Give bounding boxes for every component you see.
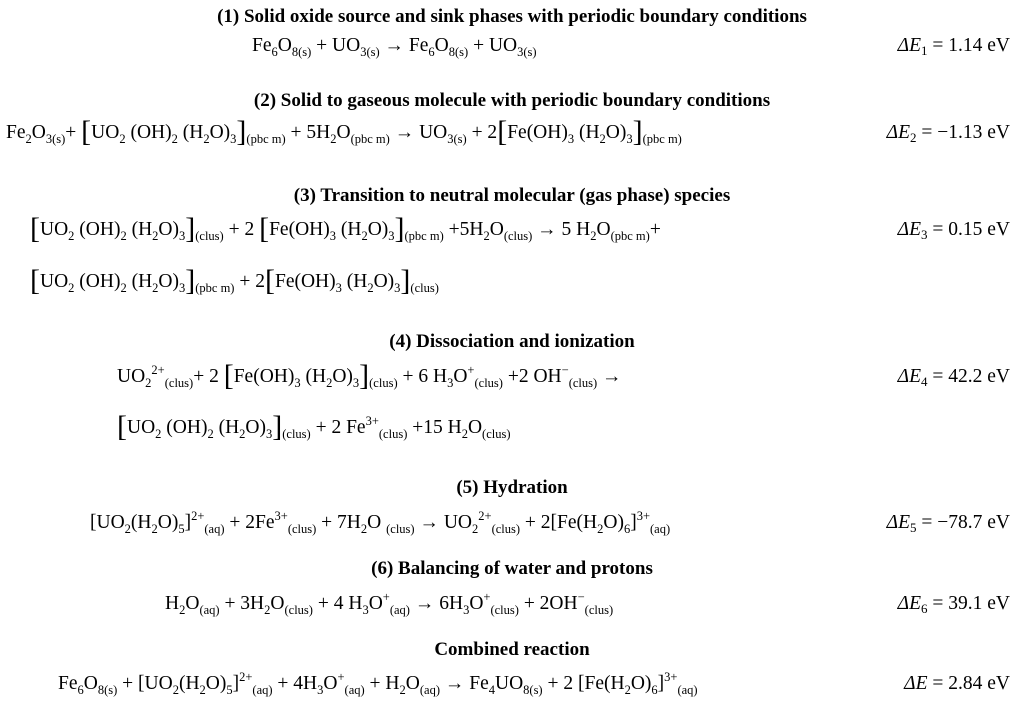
section-2-heading: (2) Solid to gaseous molecule with periodic boundary conditions: [253, 90, 771, 111]
section-1-heading: (1) Solid oxide source and sink phases with periodic boundary conditions: [217, 6, 807, 27]
equation-3-line-2: [$UO_2$ $(OH)_2$ $(H_2O)_3]_{(pbc m)} + 2[Fe(OH)_3$ $(H_2O)_3]_{(clus)}$: [30, 264, 439, 297]
section-5-heading: (5) Hydration: [456, 477, 568, 498]
energy-combined: ΔE = 2.84 eV: [904, 673, 1010, 694]
energy-5: $\Delta E_5 = -78.7$ eV: [886, 512, 1010, 535]
section-4-heading: (4) Dissociation and ionization: [389, 331, 635, 352]
equation-6: $H_2O_{(aq)} + 3H_2O_{(clus)} + 4$ $H_3O^+_{(aq)} \to 6H_3O^+_{(clus)} + 2OH^-_{(clus)}$: [165, 590, 614, 617]
section-3-heading: (3) Transition to neutral molecular (gas phase) species: [293, 185, 731, 206]
equation-2: $Fe_2O_{3(s)}+ [UO_2$ $(OH)_2$ $(H_2O)_3]_{(pbc m)} + 5H_2O_{(pbc m)} \to UO_{3(s)} + 2[Fe(OH)_3$ $(H_2O)_3]_{(pbc m)}$: [6, 115, 682, 148]
energy-4: $\Delta E_4 = 42.2$ eV: [897, 366, 1010, 389]
combined-heading: Combined reaction: [434, 639, 590, 660]
equation-combined: $Fe_6O_{8(s)} + [UO_2(H_2O)_5]^{2+}_{(aq)} + 4H_3O^+_{(aq)} + H_2O_{(aq)} \to Fe_4UO_{8(s)} + 2$ $[Fe(H_2O)_6]^{3+}_{(aq)}$: [58, 670, 698, 697]
energy-2: $\Delta E_2 = -1.13$ eV: [886, 122, 1010, 145]
equation-5: $[UO_2(H_2O)_5]^{2+}_{(aq)} + 2Fe^{3+}_{(clus)} + 7H_2O$ $_{(clus)} \to UO_2^{2+}_{(clus)} + 2[Fe(H_2O)_6]^{3+}_{(aq)}$: [90, 509, 671, 536]
equation-4-line-2: [$UO_2$ $(OH)_2$ $(H_2O)_3]_{(clus)} + 2$ $Fe^{3+}_{(clus)} +15$ $H_2O_{(clus)}$: [117, 410, 511, 443]
energy-1: $\Delta E_1 = 1.14$ eV: [897, 35, 1010, 58]
section-6-heading: (6) Balancing of water and protons: [371, 558, 653, 579]
energy-6: $\Delta E_6 = 39.1$ eV: [897, 593, 1010, 616]
energy-3: $\Delta E_3 = 0.15$ eV: [897, 219, 1010, 242]
equation-3-line-1: [$UO_2$ $(OH)_2$ $(H_2O)_3]_{(clus)} + 2$ [$Fe(OH)_3$ $(H_2O)_3]_{(pbc m)} +5H_2O_{(clus)} \to 5$ $H_2O_{(pbc m)}+$: [30, 212, 661, 245]
equation-4-line-1: $UO_2^{2+}_{(clus)}+ 2$ [$Fe(OH)_3$ $(H_2O)_3]_{(clus)} + 6$ $H_3O^+_{(clus)} +2$ $OH^-_{(clus)}$ →: [117, 359, 622, 392]
equation-1: $Fe_6O_{8(s)} + UO_{3(s)} \to Fe_6O_{8(s)} + UO_{3(s)}$: [252, 35, 537, 59]
